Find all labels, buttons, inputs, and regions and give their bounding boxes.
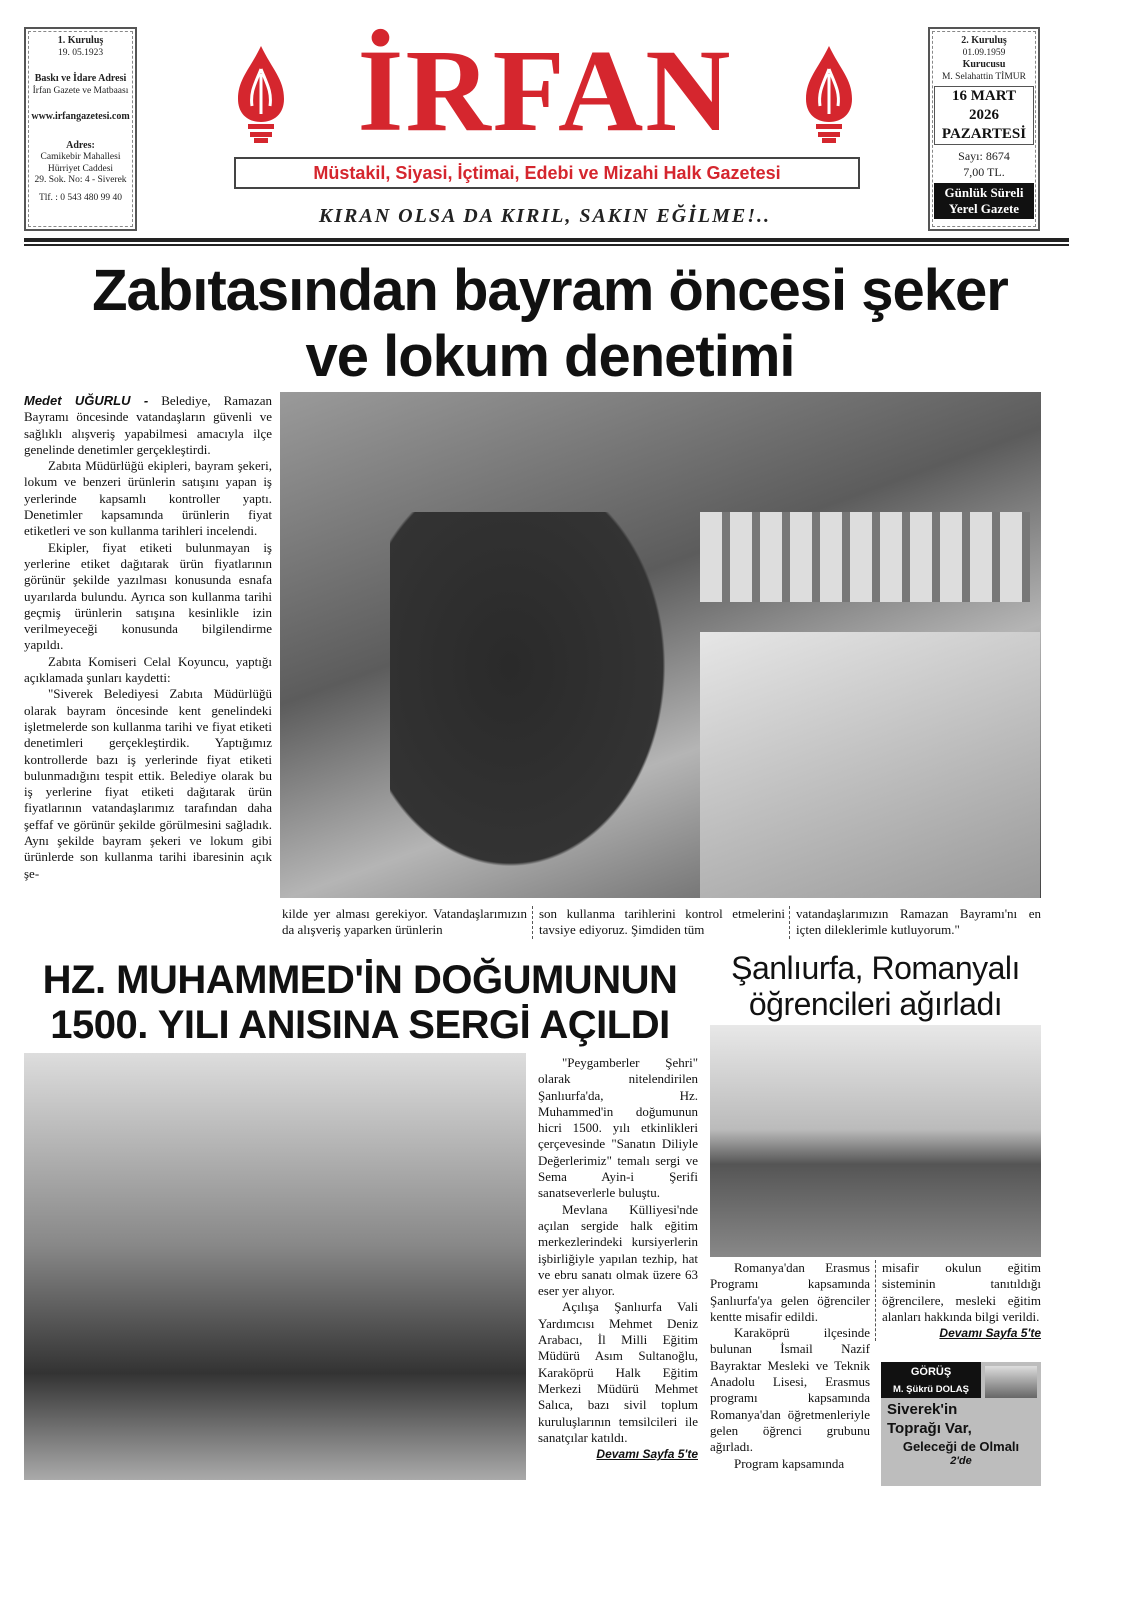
paragraph: Program kapsamında <box>734 1455 845 1471</box>
founding1-label: 1. Kuruluş <box>57 35 104 46</box>
paragraph: Zabıta Müdürlüğü ekipleri, bayram şekeri, lokum ve benzeri ürünlerin satışını yapan iş yerlerinde kapsamlı kontroller yaptı. Denetimler kapsamında ürünlerin fiyat etiketleri ve son kullanma tarihleri incelendi. <box>24 458 272 539</box>
paragraph: Mevlana Külliyesi'nde açılan sergide halk eğitim merkezlerindeki kursiyerlerin işbirliğiyle yapılan tezhip, hat ve ebru sanatı olmak üzere 63 eser yer alıyor. <box>538 1201 698 1299</box>
opinion-page-ref: 2'de <box>950 1455 972 1467</box>
opinion-box[interactable] <box>881 1362 1041 1486</box>
paragraph: "Peygamberler Şehri" olarak nitelendirilen Şanlıurfa'da, Hz. Muhammed'in doğumunun hicri 1500. yılı etkinlikleri çerçevesinde "Sanatın Diliyle Değerlerimiz" temalı sergi ve Sema Ayin-i Şerifi sanatseverlerle buluştu. <box>538 1055 698 1201</box>
headline-line: Zabıtasından bayram öncesi şeker <box>92 258 1008 323</box>
founder-name: M. Selahattin TİMUR <box>941 71 1026 82</box>
author-photo <box>985 1366 1037 1398</box>
logo-text: İRFAN <box>357 25 733 156</box>
paragraph <box>24 393 272 458</box>
founding2-label: 2. Kuruluş <box>961 35 1007 46</box>
opinion-author: M. Şükrü DOLAŞ <box>881 1381 981 1398</box>
opinion-title-line: Geleceği de Olmalı <box>902 1439 1020 1454</box>
address-label: Adres: <box>66 139 95 151</box>
product-shelf <box>700 512 1030 602</box>
byline: Medet UĞURLU - <box>24 393 149 408</box>
lead-article-photo <box>280 392 1041 898</box>
continuation-column: kilde yer alması gerekiyor. Vatandaşlarımızın da alışveriş yaparken ürünlerin <box>282 906 527 938</box>
headline-line: Şanlıurfa, Romanyalı <box>731 950 1020 986</box>
opinion-title-line: Siverek'in <box>887 1401 958 1418</box>
address-line: Camikebir Mahallesi <box>40 152 121 162</box>
torch-flame-icon <box>230 44 292 144</box>
romania-headline[interactable] <box>708 950 1043 1022</box>
paragraph: Ekipler, fiyat etiketi bulunmayan iş yerlerine etiket dağıtarak ürün fiyatlarının görünür şekilde yazılması konusunda esnafa uyarılarda bulundu. Ayrıca son kullanma tarihi geçmiş ürünlerin satışına kesinlikle izin verilmeyeceği konusunda bilgilendirme yapıldı. <box>24 539 272 653</box>
founding-info-box <box>24 27 137 231</box>
headline-line: ve lokum denetimi <box>305 324 795 389</box>
lead-headline[interactable] <box>20 258 1080 390</box>
paragraph: Açılışa Şanlıurfa Vali Yardımcısı Mehmet Deniz Arabacı, İl Milli Eğitim Müdürü Asım Sultanoğlu, Karaköprü Halk Eğitim Merkezi Müdürü Mehmet Salıca, bazı sivil toplum kuruluşlarının temsilcileri ile sanatçılar katıldı. <box>538 1299 698 1445</box>
exhibition-photo <box>24 1053 526 1480</box>
daily-paper-badge <box>934 183 1034 219</box>
paragraph: "Siverek Belediyesi Zabıta Müdürlüğü olarak bayram öncesinde kent genelindeki işletmelerde son kullanma tarihi ve fiyat etiketi denetimleri gerçekleştirdik. Yaptığımız kontrollerde bazı iş yerlerinde fiyat etiketi bulunmadığını tespit ettik. Belediye olarak bu iş yerlerine fiyat etiketi dağıtarak ürün fiyatlarının vatandaşlarımız tarafından daha şeffaf ve görünür şekilde görülmesini sağladık. Aynı şekilde bayram şekeri ve lokum gibi ürünlerde son kullanma tarihi ibaresinin açık şe- <box>24 686 272 881</box>
display-counter <box>700 632 1040 898</box>
masthead-divider <box>24 238 1069 242</box>
headline-line: HZ. MUHAMMED'İN DOĞUMUNUN <box>42 958 678 1002</box>
founding2-date: 01.09.1959 <box>962 47 1006 58</box>
phone-number: Tlf. : 0 543 480 99 40 <box>38 192 123 203</box>
address-line: Hürriyet Caddesi <box>47 163 114 174</box>
torch-flame-icon <box>798 44 860 144</box>
continuation-column: son kullanma tarihlerini kontrol etmelerini tavsiye ediyoruz. Şimdiden tüm <box>532 906 785 939</box>
officer-figure <box>390 512 690 898</box>
romania-article-col2 <box>875 1260 1041 1341</box>
price: 7,00 TL. <box>963 165 1005 179</box>
issue-info-box <box>928 27 1040 231</box>
website-link[interactable]: www.irfangazetesi.com <box>31 111 130 122</box>
founding1-date: 19. 05.1923 <box>57 47 104 58</box>
lead-article-body <box>24 393 272 882</box>
date-year: 2026 <box>969 107 999 123</box>
newspaper-subtitle: Müstakil, Siyasi, İçtimai, Edebi ve Mizahi Halk Gazetesi <box>234 157 860 189</box>
newspaper-logo <box>230 25 860 156</box>
issue-number: Sayı: 8674 <box>958 149 1010 163</box>
opinion-title-line: Toprağı Var, <box>887 1420 972 1437</box>
date-day-month: 16 MART <box>951 88 1017 104</box>
paragraph-text: Belediye, Ramazan Bayramı öncesinde vatandaşların güvenli ve sağlıklı alışveriş yapabilmesi amacıyla ilçe genelinde denetimler gerçekleştirdi. <box>24 393 272 457</box>
students-group-photo <box>710 1025 1041 1257</box>
address-line: 29. Sok. No: 4 - Siverek <box>34 175 127 185</box>
paragraph: misafir okulun eğitim sisteminin tanıtıldığı öğrencilere, mesleki eğitim alanları hakkında bilgi verildi. <box>882 1260 1041 1324</box>
badge-line: Yerel Gazete <box>948 201 1020 216</box>
continuation-column: vatandaşlarımızın Ramazan Bayramı'nı en içten dileklerimle kutluyorum." <box>789 906 1041 939</box>
headline-line: 1500. YILI ANISINA SERGİ AÇILDI <box>50 1003 670 1047</box>
exhibition-article-body <box>538 1055 698 1462</box>
continued-link[interactable]: Devamı Sayfa 5'te <box>596 1447 698 1462</box>
print-value: İrfan Gazete ve Matbaası <box>32 85 129 96</box>
masthead-divider <box>24 244 1069 246</box>
paragraph: Romanya'dan Erasmus Programı kapsamında Şanlıurfa'ya gelen öğrenciler kentte misafir edildi. <box>710 1260 870 1324</box>
paragraph: Zabıta Komiseri Celal Koyuncu, yaptığı açıklamada şunları kaydetti: <box>24 653 272 686</box>
opinion-label: GÖRÜŞ <box>881 1362 981 1381</box>
paragraph: Karaköprü ilçesinde bulunan İsmail Nazif Bayraktar Mesleki ve Teknik Anadolu Lisesi, Erasmus programı kapsamında Romanya'dan öğretmenleriyle gelen öğrenci grubunu ağırladı. <box>710 1325 870 1455</box>
badge-line: Günlük Süreli <box>944 185 1024 200</box>
newspaper-motto: KIRAN OLSA DA KIRIL, SAKIN EĞİLME!.. <box>318 205 772 227</box>
exhibition-headline[interactable] <box>20 958 700 1050</box>
headline-line: öğrencileri ağırladı <box>748 986 1003 1022</box>
issue-date <box>934 86 1034 145</box>
continued-link[interactable]: Devamı Sayfa 5'te <box>939 1326 1041 1341</box>
date-weekday: PAZARTESİ <box>941 126 1027 142</box>
founder-label: Kurucusu <box>962 59 1006 70</box>
print-label: Baskı ve İdare Adresi <box>34 73 127 84</box>
romania-article-col1 <box>710 1260 870 1472</box>
